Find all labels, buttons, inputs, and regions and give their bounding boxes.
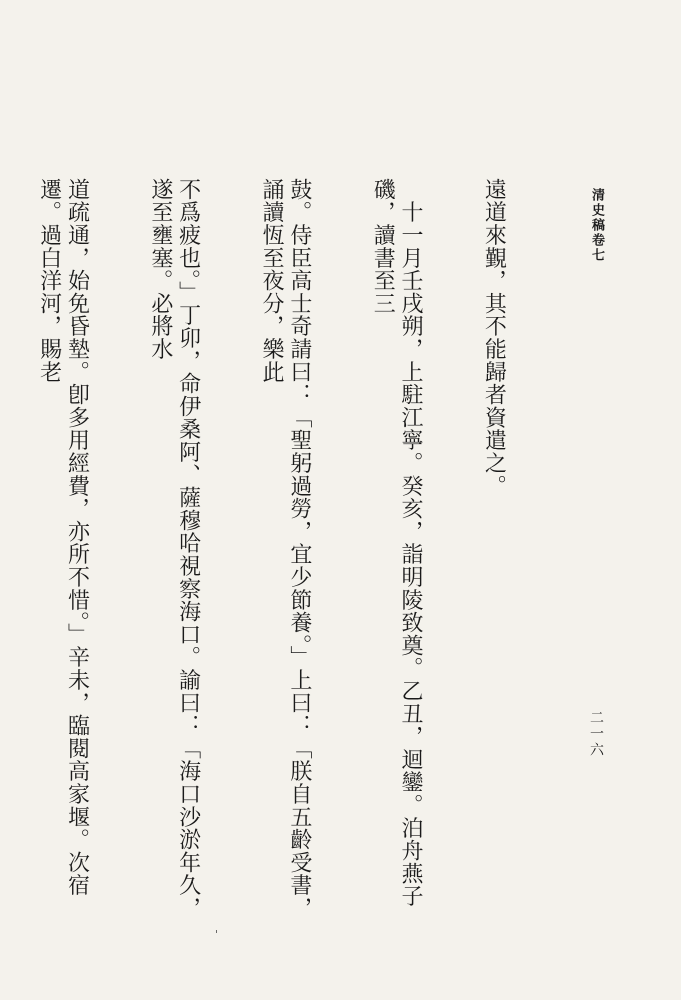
text-column: 道疏通，始免昏墊。卽多用經費，亦所不惜。」辛未，臨閱高家堰。次宿遷。過白洋河，賜老 [36, 178, 90, 897]
text-column: 遠道來覲，其不能歸者資遣之。 [481, 178, 507, 498]
text-column: 鼓。侍臣高士奇請曰：「聖躬過勞，宜少節養。」上曰：「朕自五齡受書，誦讀恆至夜分，樂此 [259, 178, 312, 920]
text-column: 不爲疲也。」丁卯，命伊桑阿、薩穆哈視察海口。諭曰：「海口沙淤年久，遂至壅塞。必將水 [147, 178, 201, 920]
print-mark: ' [215, 928, 219, 941]
page-number: 二一六 [588, 710, 604, 758]
text-column: 十一月壬戌朔，上駐江寧。癸亥，詣明陵致奠。乙丑，迴鑾。泊舟燕子磯，讀書至三 [370, 178, 424, 908]
vertical-text-body [36, 178, 563, 938]
running-header-title: 清史稿卷七 [589, 188, 604, 263]
